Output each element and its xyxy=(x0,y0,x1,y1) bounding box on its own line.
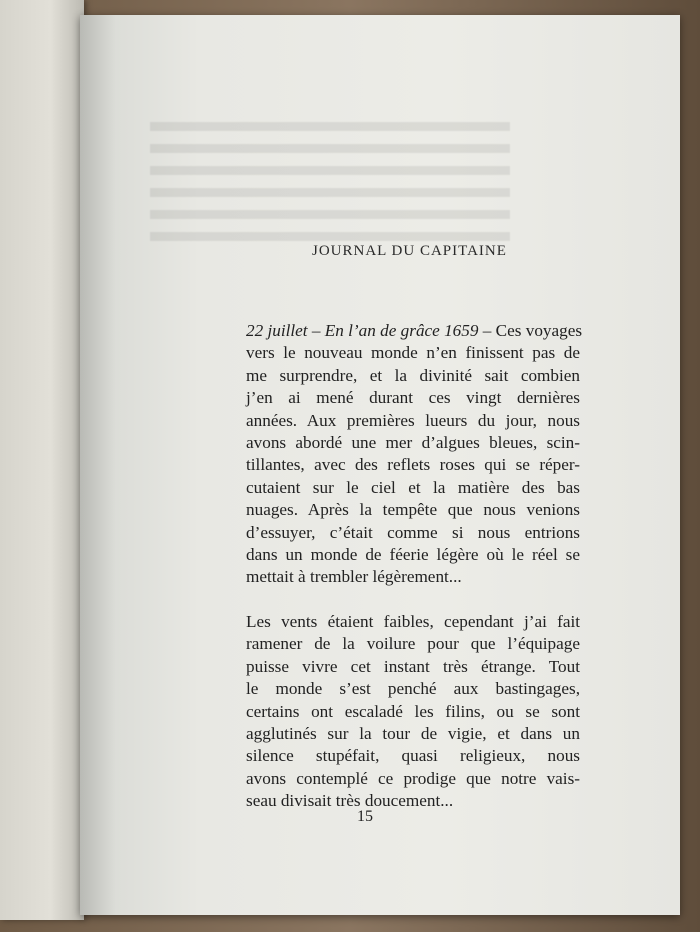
text-line xyxy=(246,454,580,476)
line-text: tillantes, avec des reflets roses qui se réper- xyxy=(246,455,580,475)
text-line xyxy=(246,432,580,454)
text-line xyxy=(246,320,583,342)
line-text: cutaient sur le ciel et la matière des bas xyxy=(246,477,580,497)
entry-date: 22 juillet – En l’an de grâce 1659 – xyxy=(246,321,492,340)
line-text: certains ont escaladé les filins, ou se sont xyxy=(246,701,580,721)
line-text: ramener de la voilure pour que l’équipage xyxy=(246,634,580,654)
text-line xyxy=(246,365,580,387)
text-line xyxy=(246,790,580,812)
text-line xyxy=(246,477,580,499)
line-text: nuages. Après la tempête que nous venions xyxy=(246,500,580,520)
line-text: seau divisait très doucement... xyxy=(246,791,454,811)
paragraph xyxy=(246,611,580,813)
line-text: agglutinés sur la tour de vigie, et dans un xyxy=(246,723,580,743)
line-text: avons contemplé ce prodige que notre vais- xyxy=(246,768,580,788)
line-text: le monde s’est penché aux bastingages, xyxy=(246,679,580,699)
text-line xyxy=(246,633,580,655)
text-line xyxy=(246,745,580,767)
facing-page xyxy=(0,0,84,920)
paragraph-gap xyxy=(246,589,580,611)
line-text: j’en ai mené durant ces vingt dernières xyxy=(246,388,580,408)
line-text: puisse vivre cet instant très étrange. Tout xyxy=(246,656,580,676)
text-line xyxy=(246,544,580,566)
line-text: avons abordé une mer d’algues bleues, scin- xyxy=(246,433,580,453)
line-text: mettait à trembler légèrement... xyxy=(246,567,462,587)
running-title: JOURNAL DU CAPITAINE xyxy=(312,243,507,259)
text-line xyxy=(246,768,580,790)
text-line xyxy=(246,342,580,364)
text-line xyxy=(246,410,580,432)
page-number: 15 xyxy=(357,808,373,825)
text-line xyxy=(246,611,580,633)
line-text: années. Aux premières lueurs du jour, nous xyxy=(246,410,580,430)
text-line xyxy=(246,723,580,745)
line-text: Ces voyages xyxy=(491,321,583,340)
text-line xyxy=(246,566,580,588)
paragraph xyxy=(246,320,583,589)
line-text: vers le nouveau monde n’en finissent pas de xyxy=(246,343,580,363)
text-line xyxy=(246,678,580,700)
line-text: d’essuyer, c’était comme si nous entrions xyxy=(246,522,580,542)
text-line xyxy=(246,499,580,521)
line-text: silence stupéfait, quasi religieux, nous xyxy=(246,746,580,766)
line-text: dans un monde de féerie légère où le réel se xyxy=(246,545,580,565)
body-text xyxy=(246,320,583,813)
show-through-text xyxy=(150,122,510,254)
text-line xyxy=(246,387,580,409)
text-line xyxy=(246,656,580,678)
text-line xyxy=(246,701,580,723)
line-text: me surprendre, et la divinité sait combien xyxy=(246,365,580,385)
text-line xyxy=(246,522,580,544)
line-text: Les vents étaient faibles, cependant j’ai fait xyxy=(246,611,580,631)
